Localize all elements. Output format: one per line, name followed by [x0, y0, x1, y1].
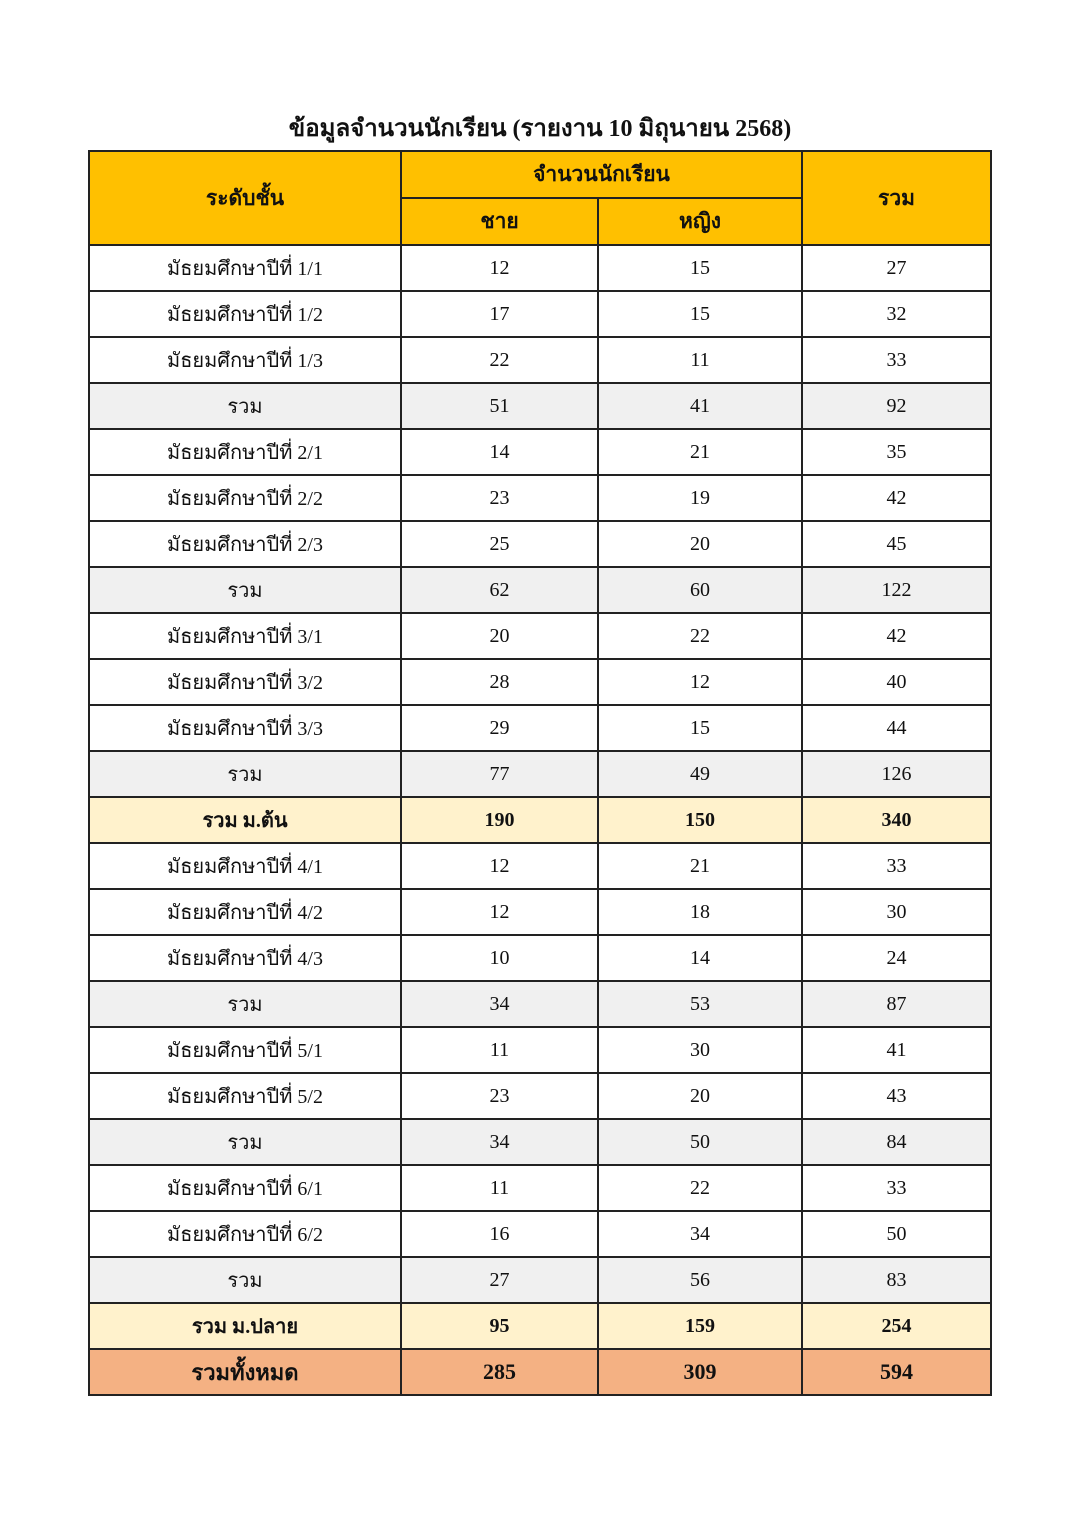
cell-female: 53	[598, 981, 802, 1027]
cell-male: 62	[401, 567, 598, 613]
cell-male: 12	[401, 245, 598, 291]
table-row	[89, 889, 991, 935]
table-row	[89, 613, 991, 659]
table-body	[89, 245, 991, 1395]
cell-female: 22	[598, 613, 802, 659]
cell-total: 50	[802, 1211, 991, 1257]
table-row	[89, 337, 991, 383]
table-row	[89, 843, 991, 889]
cell-female: 56	[598, 1257, 802, 1303]
cell-label: มัธยมศึกษาปีที่ 3/2	[89, 659, 401, 705]
cell-label: มัธยมศึกษาปีที่ 1/1	[89, 245, 401, 291]
cell-total: 42	[802, 475, 991, 521]
cell-total: 87	[802, 981, 991, 1027]
header-total: รวม	[802, 151, 991, 245]
cell-male: 12	[401, 843, 598, 889]
cell-male: 22	[401, 337, 598, 383]
cell-female: 309	[598, 1349, 802, 1395]
table-row	[89, 245, 991, 291]
cell-male: 14	[401, 429, 598, 475]
cell-male: 29	[401, 705, 598, 751]
cell-total: 33	[802, 1165, 991, 1211]
cell-label: มัธยมศึกษาปีที่ 3/1	[89, 613, 401, 659]
cell-label: รวม	[89, 981, 401, 1027]
cell-total: 42	[802, 613, 991, 659]
header-male: ชาย	[401, 198, 598, 245]
cell-label: มัธยมศึกษาปีที่ 4/3	[89, 935, 401, 981]
cell-female: 18	[598, 889, 802, 935]
cell-label: มัธยมศึกษาปีที่ 2/2	[89, 475, 401, 521]
cell-male: 190	[401, 797, 598, 843]
cell-male: 17	[401, 291, 598, 337]
cell-label: รวม	[89, 1119, 401, 1165]
cell-label: มัธยมศึกษาปีที่ 4/2	[89, 889, 401, 935]
cell-female: 21	[598, 429, 802, 475]
cell-total: 32	[802, 291, 991, 337]
cell-total: 27	[802, 245, 991, 291]
cell-female: 15	[598, 705, 802, 751]
table-row	[89, 521, 991, 567]
cell-female: 15	[598, 291, 802, 337]
subtotal-row	[89, 1119, 991, 1165]
cell-total: 594	[802, 1349, 991, 1395]
cell-total: 45	[802, 521, 991, 567]
table-row	[89, 935, 991, 981]
cell-male: 28	[401, 659, 598, 705]
cell-female: 41	[598, 383, 802, 429]
cell-female: 34	[598, 1211, 802, 1257]
cell-total: 30	[802, 889, 991, 935]
cell-male: 77	[401, 751, 598, 797]
cell-label: มัธยมศึกษาปีที่ 6/2	[89, 1211, 401, 1257]
subtotal-row	[89, 981, 991, 1027]
table-row	[89, 659, 991, 705]
grand-total-row	[89, 1349, 991, 1395]
cell-label: มัธยมศึกษาปีที่ 3/3	[89, 705, 401, 751]
cell-label: รวม	[89, 567, 401, 613]
cell-female: 12	[598, 659, 802, 705]
cell-female: 15	[598, 245, 802, 291]
table-row	[89, 1073, 991, 1119]
cell-female: 159	[598, 1303, 802, 1349]
cell-label: มัธยมศึกษาปีที่ 1/2	[89, 291, 401, 337]
cell-total: 340	[802, 797, 991, 843]
cell-male: 285	[401, 1349, 598, 1395]
cell-total: 43	[802, 1073, 991, 1119]
page-title: ข้อมูลจำนวนนักเรียน (รายงาน 10 มิถุนายน 2568)	[288, 116, 792, 142]
cell-label: มัธยมศึกษาปีที่ 4/1	[89, 843, 401, 889]
cell-male: 23	[401, 475, 598, 521]
student-count-table	[88, 150, 992, 1396]
cell-total: 33	[802, 843, 991, 889]
table-row	[89, 429, 991, 475]
cell-male: 51	[401, 383, 598, 429]
table-row	[89, 291, 991, 337]
cell-female: 20	[598, 521, 802, 567]
table-row	[89, 1165, 991, 1211]
cell-female: 20	[598, 1073, 802, 1119]
cell-female: 19	[598, 475, 802, 521]
cell-total: 92	[802, 383, 991, 429]
cell-male: 25	[401, 521, 598, 567]
cell-female: 50	[598, 1119, 802, 1165]
subtotal-row	[89, 567, 991, 613]
cell-total: 83	[802, 1257, 991, 1303]
cell-male: 12	[401, 889, 598, 935]
cell-female: 49	[598, 751, 802, 797]
table-row	[89, 1211, 991, 1257]
cell-total: 84	[802, 1119, 991, 1165]
header-student-count: จำนวนนักเรียน	[401, 151, 802, 198]
cell-female: 30	[598, 1027, 802, 1073]
group-total-row	[89, 797, 991, 843]
cell-label: รวม ม.ปลาย	[89, 1303, 401, 1349]
cell-label: มัธยมศึกษาปีที่ 5/2	[89, 1073, 401, 1119]
cell-male: 34	[401, 1119, 598, 1165]
cell-label: มัธยมศึกษาปีที่ 2/1	[89, 429, 401, 475]
cell-label: มัธยมศึกษาปีที่ 2/3	[89, 521, 401, 567]
cell-male: 10	[401, 935, 598, 981]
cell-label: มัธยมศึกษาปีที่ 1/3	[89, 337, 401, 383]
cell-male: 11	[401, 1165, 598, 1211]
cell-male: 11	[401, 1027, 598, 1073]
cell-label: รวม ม.ต้น	[89, 797, 401, 843]
cell-label: รวม	[89, 1257, 401, 1303]
cell-label: รวม	[89, 383, 401, 429]
table-row	[89, 705, 991, 751]
header-female: หญิง	[598, 198, 802, 245]
cell-male: 23	[401, 1073, 598, 1119]
table-row	[89, 1027, 991, 1073]
cell-female: 21	[598, 843, 802, 889]
cell-total: 35	[802, 429, 991, 475]
cell-label: รวมทั้งหมด	[89, 1349, 401, 1395]
cell-total: 24	[802, 935, 991, 981]
subtotal-row	[89, 383, 991, 429]
cell-male: 95	[401, 1303, 598, 1349]
group-total-row	[89, 1303, 991, 1349]
cell-total: 122	[802, 567, 991, 613]
cell-male: 20	[401, 613, 598, 659]
header-level: ระดับชั้น	[89, 151, 401, 245]
subtotal-row	[89, 1257, 991, 1303]
cell-total: 126	[802, 751, 991, 797]
cell-female: 11	[598, 337, 802, 383]
cell-male: 27	[401, 1257, 598, 1303]
cell-total: 254	[802, 1303, 991, 1349]
cell-label: รวม	[89, 751, 401, 797]
cell-female: 14	[598, 935, 802, 981]
cell-label: มัธยมศึกษาปีที่ 5/1	[89, 1027, 401, 1073]
cell-label: มัธยมศึกษาปีที่ 6/1	[89, 1165, 401, 1211]
cell-total: 44	[802, 705, 991, 751]
cell-female: 60	[598, 567, 802, 613]
cell-male: 16	[401, 1211, 598, 1257]
table-row	[89, 475, 991, 521]
cell-male: 34	[401, 981, 598, 1027]
cell-female: 22	[598, 1165, 802, 1211]
cell-female: 150	[598, 797, 802, 843]
cell-total: 41	[802, 1027, 991, 1073]
cell-total: 33	[802, 337, 991, 383]
subtotal-row	[89, 751, 991, 797]
cell-total: 40	[802, 659, 991, 705]
